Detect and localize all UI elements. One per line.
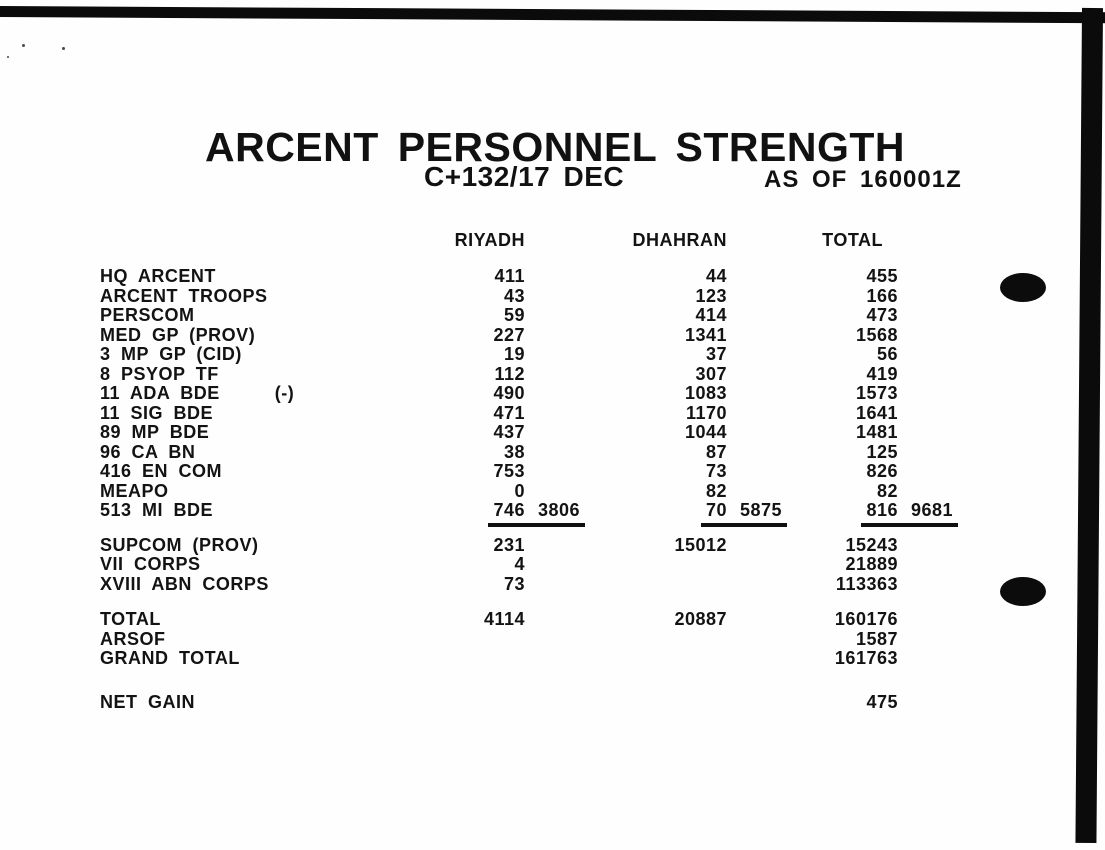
value-total: 21889 [845,554,898,574]
row-label: 11 SIG BDE [100,402,214,423]
row-label: 89 MP BDE [100,422,210,442]
row-label: 11 ADA BDE (-) [100,383,295,403]
row-label: VII CORPS [100,554,201,574]
row-label: 96 CA BN [100,441,196,462]
table-row [100,442,898,462]
table-row [100,609,898,629]
value-dhahran: 44 [705,266,727,286]
cell-dhahran [525,403,727,424]
row-label: MED GP (PROV) [100,324,256,345]
value-riyadh: 471 [493,402,525,423]
cell-total [727,629,898,650]
cell-riyadh [430,305,525,326]
value-dhahran: 123 [695,285,727,306]
table-row [100,692,898,712]
value-riyadh: 746 3806 [493,500,581,520]
table-row [100,305,898,325]
cell-riyadh [430,554,525,575]
table-row [100,554,898,574]
value-total: 1481 [855,422,898,442]
row-label: SUPCOM (PROV) [100,534,259,555]
value-riyadh: 4 [514,554,525,574]
cell-riyadh [430,535,525,556]
cell-dhahran [525,305,727,326]
value-dhahran: 87 [705,441,727,462]
value-total: 113363 [835,573,898,594]
cell-riyadh [430,286,525,307]
value-riyadh: 19 [503,344,525,364]
column-header-total: TOTAL [822,230,883,250]
cell-total [727,286,898,307]
scan-speck [62,47,65,50]
value-dhahran: 20887 [674,609,727,629]
row-label: GRAND TOTAL [100,648,240,668]
row-label: ARSOF [100,628,166,649]
table-section-totals [100,609,898,668]
cell-dhahran [525,325,727,346]
cell-dhahran [525,442,727,463]
cell-dhahran [525,286,727,307]
row-label: 416 EN COM [100,461,223,481]
cell-dhahran [525,609,727,630]
value-riyadh: 112 [494,363,525,384]
row-label: 513 MI BDE [100,500,214,520]
hole-punch-dot [1000,273,1046,302]
cell-total [727,305,898,326]
page-title: ARCENT PERSONNEL STRENGTH [204,124,906,170]
value-dhahran: 1341 [684,324,727,345]
scan-edge-top-bar [0,6,1105,23]
cell-dhahran [525,422,727,443]
row-label: 8 PSYOP TF [100,363,219,384]
value-total: 166 [866,285,898,306]
value-total: 816 9681 [866,500,954,520]
cell-riyadh [430,609,525,630]
cell-riyadh [430,364,525,385]
table-row [100,344,898,364]
cell-dhahran [525,535,727,556]
table-section-major-commands [100,535,898,594]
value-dhahran: 15012 [674,534,727,555]
value-total: 826 [866,461,898,481]
value-riyadh: 411 [494,266,525,286]
cell-total [727,364,898,385]
row-label: HQ ARCENT [100,266,216,286]
cell-riyadh [430,266,525,287]
value-riyadh: 231 [493,534,525,555]
value-total: 473 [866,305,898,325]
cell-total [727,403,898,424]
table-row [100,266,898,286]
cell-dhahran [525,481,727,502]
cell-dhahran [525,266,727,287]
column-headers [100,230,898,250]
table-row [100,648,898,668]
scan-speck [7,56,9,58]
value-riyadh: 38 [503,441,525,462]
cell-riyadh [430,481,525,502]
value-total: 161763 [834,648,898,668]
value-total: 56 [876,344,898,364]
cell-dhahran [525,383,727,404]
table-section-arcent-units [100,266,954,520]
value-total: 1587 [855,628,898,649]
row-label: 3 MP GP (CID) [100,344,242,364]
value-total-extra: 9681 [911,500,954,520]
column-header-riyadh: RIYADH [454,230,525,250]
value-total: 455 [866,266,898,286]
cell-riyadh [430,325,525,346]
table-row [100,286,898,306]
value-total: 82 [876,480,898,501]
table-row [100,535,898,555]
value-dhahran: 307 [695,363,727,384]
cell-total [727,266,898,287]
row-label: PERSCOM [100,305,195,325]
cell-riyadh [430,574,525,595]
value-riyadh: 4114 [483,609,525,629]
table-row [100,574,898,594]
cell-total [727,325,898,346]
cell-total [727,461,898,482]
value-riyadh: 753 [493,461,525,481]
value-dhahran: 37 [705,344,727,364]
cell-total [727,648,898,669]
value-total: 1641 [855,402,898,423]
cell-total [727,344,898,365]
value-riyadh-extra: 3806 [538,500,581,520]
table-row [100,461,898,481]
table-section-net-gain [100,692,898,712]
cell-total [727,481,898,502]
value-riyadh: 43 [503,285,525,306]
column-header-dhahran: DHAHRAN [632,230,727,250]
cell-dhahran [525,344,727,365]
cell-riyadh [430,422,525,443]
table-row [100,383,898,403]
table-row [100,481,898,501]
value-riyadh: 490 [493,383,525,403]
scan-speck [22,44,25,47]
value-dhahran-extra: 5875 [740,500,783,520]
table-row [100,500,954,520]
table-row [100,364,898,384]
table-row [100,403,898,423]
value-riyadh: 227 [493,324,525,345]
value-riyadh: 437 [493,422,525,442]
value-dhahran: 1083 [684,383,727,403]
table-row [100,325,898,345]
value-riyadh: 73 [503,573,525,594]
value-dhahran: 70 5875 [705,500,783,520]
personnel-table [100,266,954,712]
cell-total [727,535,898,556]
table-row [100,629,898,649]
value-total: 419 [866,363,898,384]
scan-edge-right-bar [1075,8,1103,843]
value-dhahran: 1044 [684,422,727,442]
value-total: 1568 [855,324,898,345]
row-label: MEAPO [100,480,169,501]
value-riyadh: 59 [503,305,525,325]
date-line: C+132/17 DEC [424,161,625,192]
cell-total [727,609,898,630]
cell-total [727,422,898,443]
value-dhahran: 414 [695,305,727,325]
cell-total [727,574,898,595]
value-total: 1573 [855,383,898,403]
cell-total [727,383,898,404]
table-row [100,422,898,442]
row-label: NET GAIN [100,691,196,712]
row-label-suffix: (-) [274,383,295,403]
cell-riyadh [430,500,581,521]
cell-riyadh [430,442,525,463]
value-total: 475 [866,691,898,712]
cell-total [727,442,898,463]
cell-riyadh [430,383,525,404]
value-dhahran: 82 [705,480,727,501]
cell-riyadh [430,403,525,424]
cell-dhahran [525,364,727,385]
value-riyadh: 0 [514,480,525,501]
value-total: 15243 [845,534,898,555]
row-label: ARCENT TROOPS [100,285,268,306]
row-label: TOTAL [100,609,161,629]
value-dhahran: 73 [705,461,727,481]
cell-total [727,554,898,575]
as-of-timestamp: AS OF 160001Z [764,166,962,193]
cell-total [727,692,898,713]
cell-dhahran [525,461,727,482]
value-total: 125 [866,441,898,462]
cell-riyadh [430,344,525,365]
hole-punch-dot [1000,577,1046,606]
value-dhahran: 1170 [685,402,727,423]
row-label: XVIII ABN CORPS [100,573,269,594]
value-total: 160176 [834,609,898,629]
cell-riyadh [430,461,525,482]
